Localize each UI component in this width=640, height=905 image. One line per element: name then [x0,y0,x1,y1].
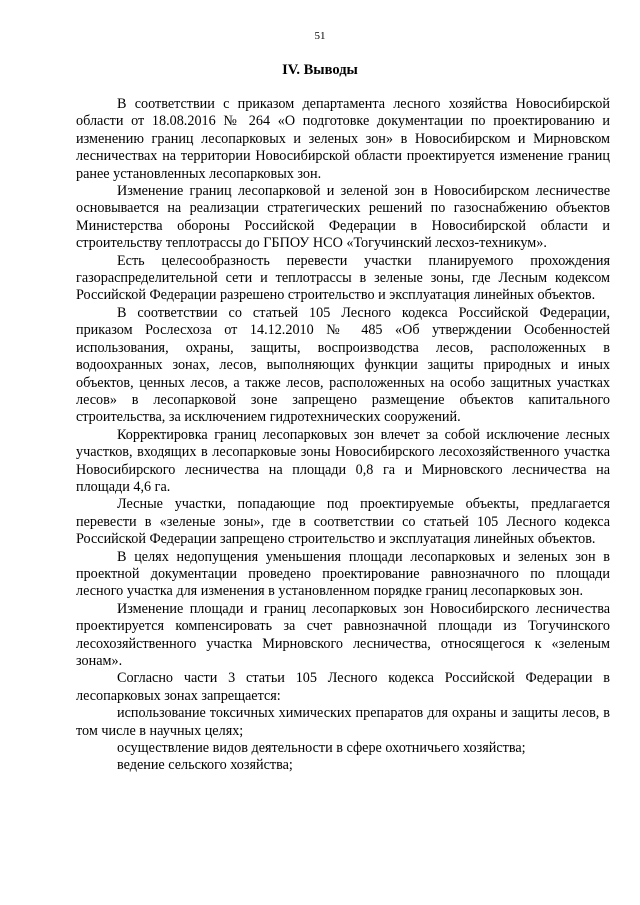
page-number: 51 [314,30,326,42]
section-title: IV. Выводы [282,62,358,78]
list-item-hunting: осуществление видов деятельности в сфере охотничьего хозяйства; [117,740,526,757]
list-item-toxic-chemicals: использование токсичных химических препаратов для охраны и защиты лесов, в том числе в научных целях; [76,705,610,739]
paragraph-transfer-expediency: Есть целесообразность перевести участки планируемого прохождения газораспределительной сети и теплотрассы в зеленые зоны, где Лесным кодексом Российской Федерации разрешено строительство и эксплуатация линейных объектов. [76,252,610,304]
paragraph-article-105: В соответствии со статьей 105 Лесного кодекса Российской Федерации, приказом Рослесхоза от 14.12.2010 № 485 «Об утверждении Особенностей использования, охраны, защиты, воспроизводства лесов, расположенных в водоохранных зонах, лесов, выполняющих функции защиты природных и иных объектов, ценных лесов, а также лесов, расположенных на особо защитных участках лесов» в лесопарковой зоне запрещено размещение объектов капитального строительства, за исключением гидротехнических сооружений. [76,304,610,426]
document-body [76,96,610,775]
paragraph-boundary-change: Изменение границ лесопарковой и зеленой зон в Новосибирском лесничестве основывается на реализации стратегических решений по газоснабжению объектов Министерства обороны Российской Федерации в Новосибирской области и строительству теплотрассы до ГБПОУ НСО «Тогучинский лесхоз-техникум». [76,183,610,252]
paragraph-order-reference: В соответствии с приказом департамента лесного хозяйства Новосибирской области от 18.08.2016 № 264 «О подготовке документации по проектированию и изменению границ лесопарковых и зеленых зон» в Новосибирском и Мирновском лесничествах на территории Новосибирской области проектируется изменение границ ранее установленных лесопарковых зон. [76,96,610,182]
paragraph-area-preservation: В целях недопущения уменьшения площади лесопарковых и зеленых зон в проектной документации проведено проектирование равнозначного по площади лесного участка для изменения в установленном порядке границ лесопарковых зон. [76,548,610,600]
paragraph-forest-plots: Лесные участки, попадающие под проектируемые объекты, предлагается перевести в «зеленые зоны», где в соответствии со статьей 105 Лесного кодекса Российской Федерации запрещено строительство и эксплуатация линейных объектов. [76,496,610,548]
list-item-agriculture: ведение сельского хозяйства; [117,757,293,774]
paragraph-compensation: Изменение площади и границ лесопарковых зон Новосибирского лесничества проектируется компенсировать за счет равнозначной площади из Тогучинского лесохозяйственного участка Мирновского лесничества, относящегося к «зеленым зонам». [76,600,610,669]
paragraph-prohibitions-intro: Согласно части 3 статьи 105 Лесного кодекса Российской Федерации в лесопарковых зонах запрещается: [76,670,610,704]
paragraph-correction: Корректировка границ лесопарковых зон влечет за собой исключение лесных участков, входящих в лесопарковые зоны Новосибирского лесохозяйственного участка Новосибирского лесничества на площади 0,8 га и Мирновского лесничества на площади 4,6 га. [76,426,610,495]
